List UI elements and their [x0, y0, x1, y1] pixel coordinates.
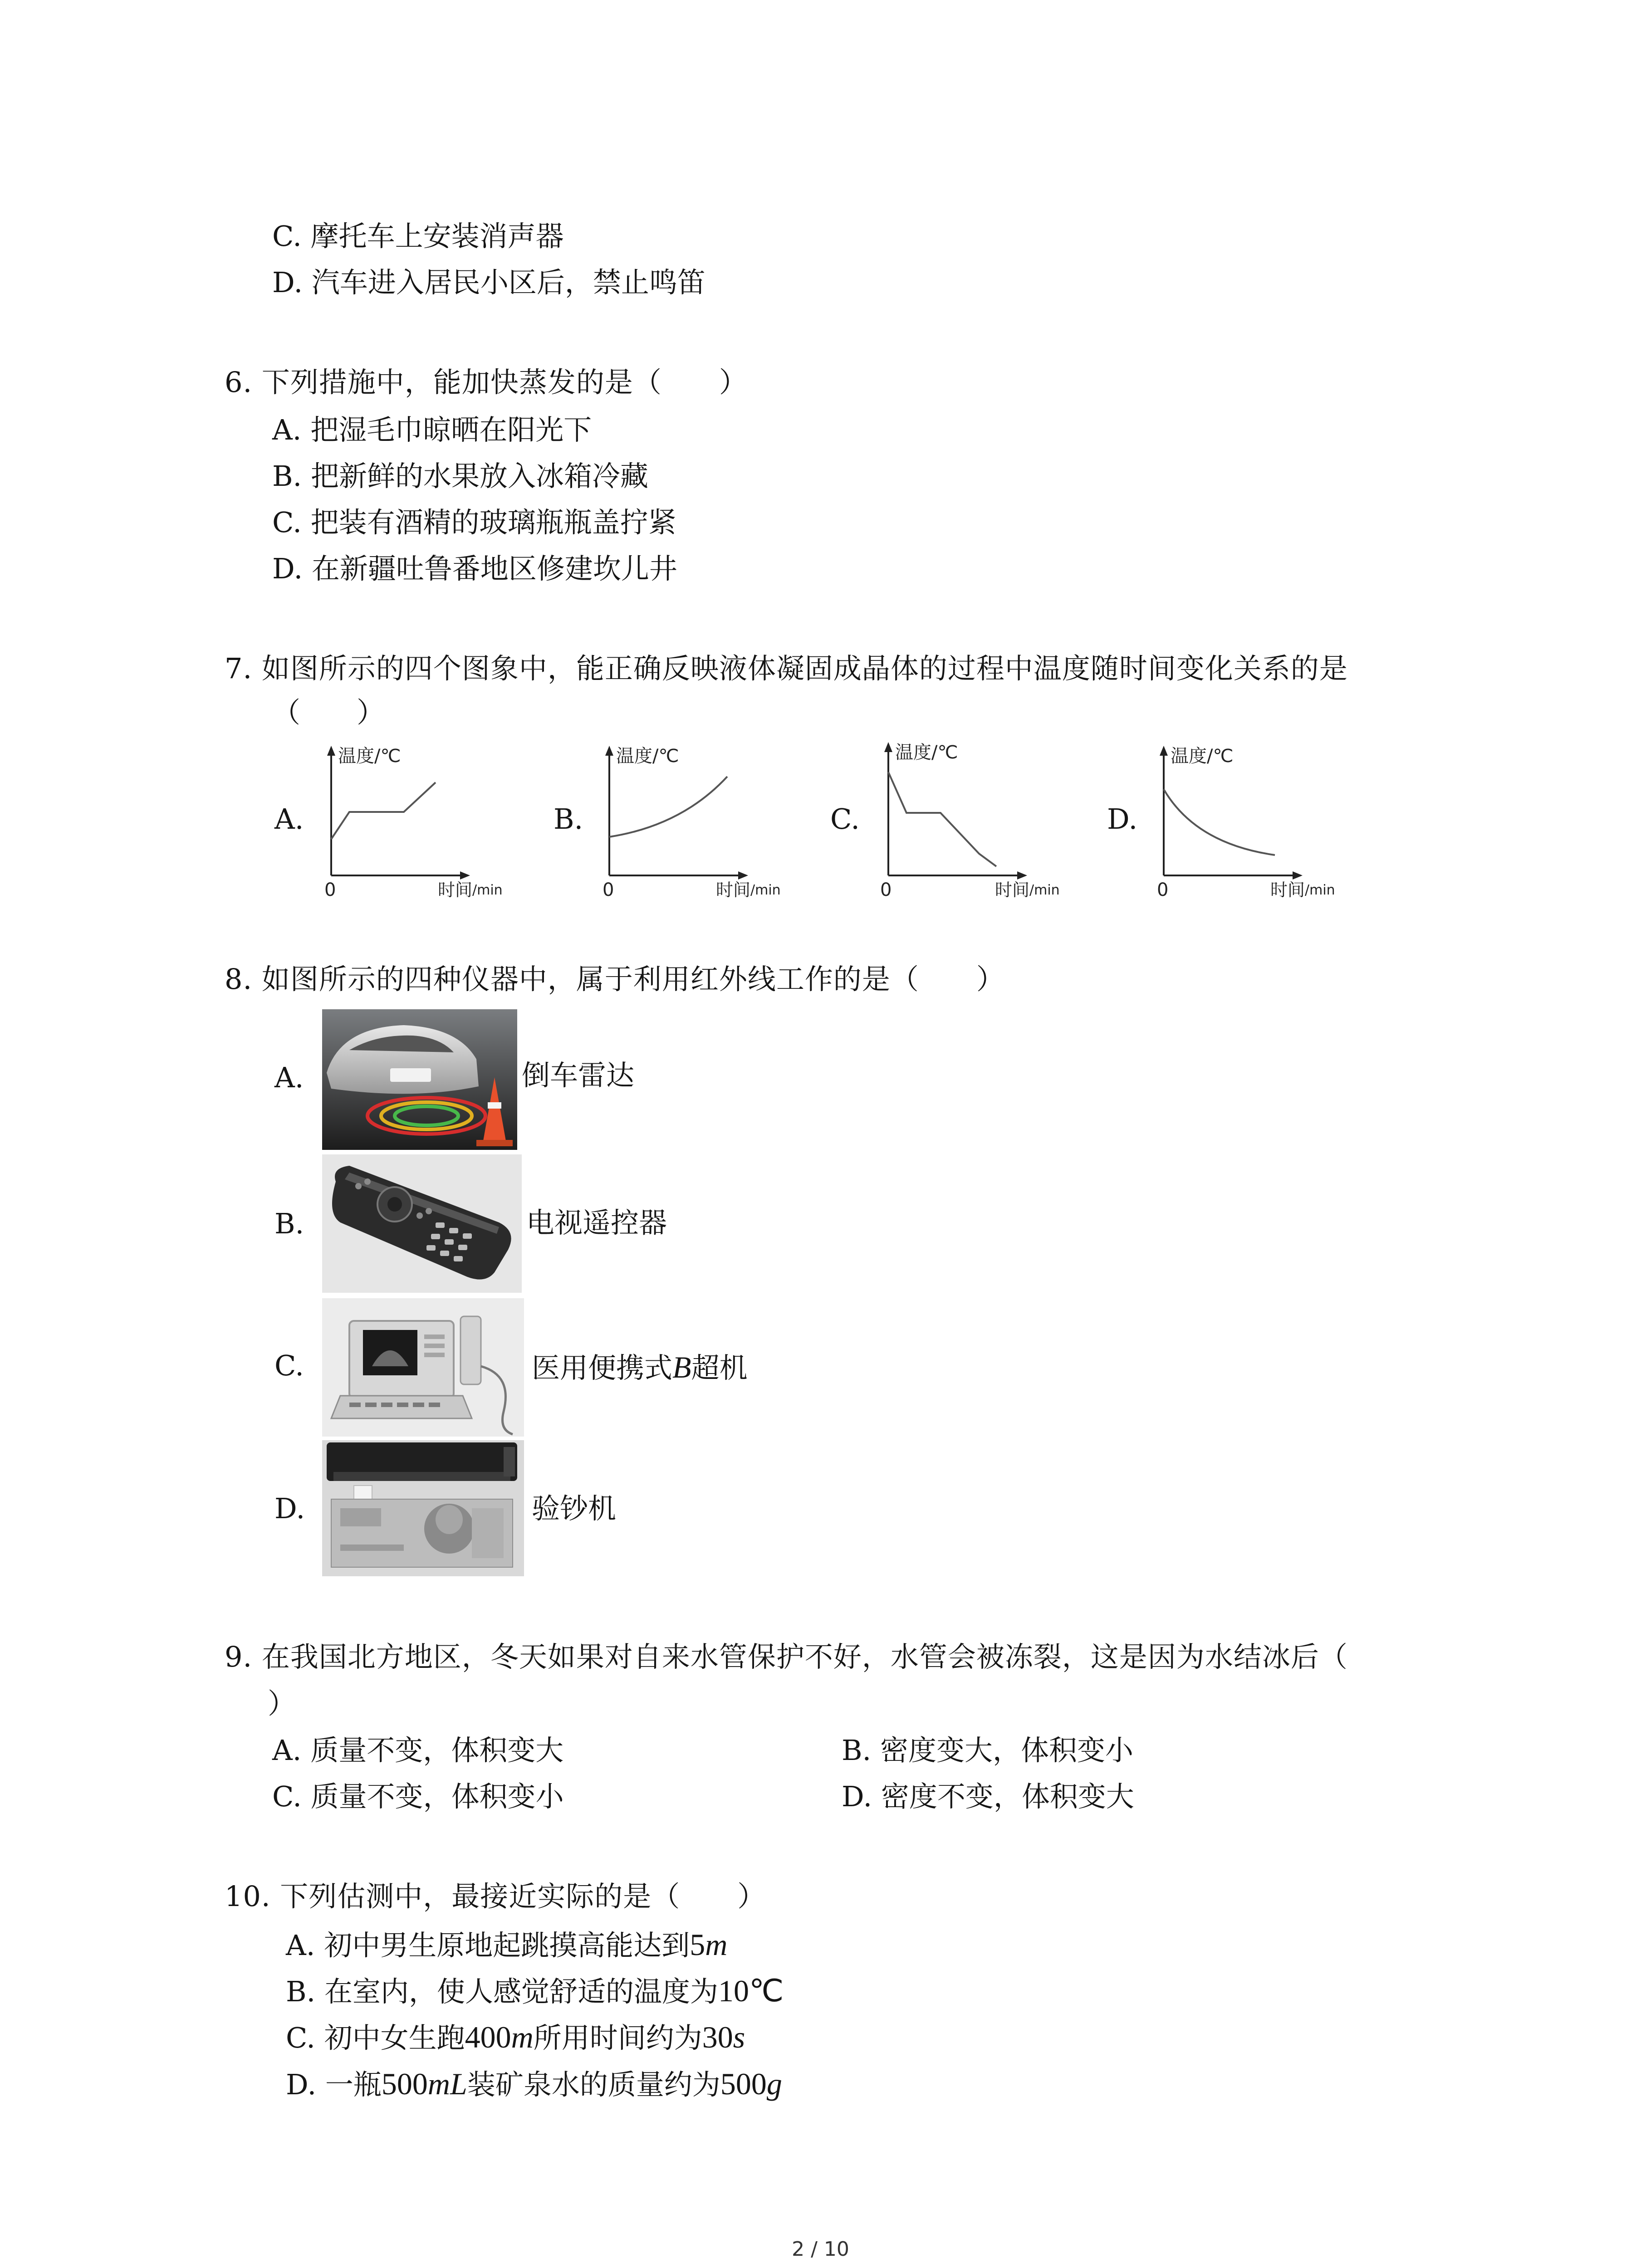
q7-graph-b-xunit: /min: [750, 882, 781, 898]
q7-graph-a-ylabel: 温度/℃: [338, 746, 401, 767]
q7-graph-a-xunit: /min: [472, 882, 503, 898]
q6-option-c: C. 把装有酒精的玻璃瓶瓶盖拧紧: [272, 506, 676, 539]
q7-graph-c-xunit: /min: [1029, 882, 1060, 898]
page-number: 2 / 10: [792, 2238, 849, 2261]
q8-option-a-label: 倒车雷达: [522, 1059, 635, 1092]
q8-option-c-label: [532, 1352, 748, 1383]
q7-paren: （ ）: [272, 696, 385, 729]
q7-graph-d-origin: 0: [1157, 880, 1169, 900]
q10-option-d-num2: 500: [720, 2067, 767, 2101]
q9-option-b: B. 密度变大，体积变小: [842, 1734, 1133, 1767]
tv-remote-image: [322, 1154, 522, 1293]
car-parking-radar-image: [322, 1009, 517, 1150]
q8-option-d-letter: D.: [274, 1492, 305, 1525]
q9-stem-tail: ）: [268, 1687, 296, 1720]
q7-graph-b-letter: B.: [554, 802, 583, 836]
q10-option-c-text: C. 初中女生跑: [286, 2021, 465, 2054]
q10-option-b: [286, 1975, 784, 2006]
q10-option-c-unit2: s: [733, 2020, 745, 2054]
q7-graph-c: [870, 740, 1088, 899]
q7-graph-b-ylabel: 温度/℃: [616, 746, 679, 767]
q10-option-d-num: 500: [381, 2067, 428, 2101]
q10-option-b-text: B. 在室内，使人感觉舒适的温度为: [286, 1975, 718, 2008]
q7-graph-b-xlabel: 时间: [716, 880, 751, 900]
q7-graph-d-xlabel: 时间: [1270, 880, 1305, 900]
q8-option-b-label: 电视遥控器: [526, 1206, 667, 1239]
q10-option-c-unit: m: [511, 2020, 534, 2054]
q10-option-c: [286, 2022, 745, 2053]
q10-option-c-mid: 所用时间约为: [533, 2021, 702, 2054]
q7-graph-a-letter: A.: [274, 802, 304, 836]
q6-stem: 6. 下列措施中，能加快蒸发的是（ ）: [225, 366, 748, 399]
q7-graph-d-ylabel: 温度/℃: [1171, 746, 1234, 767]
q8-option-a-letter: A.: [274, 1061, 304, 1094]
q10-option-d-mid: 装矿泉水的质量约为: [467, 2068, 720, 2101]
portable-ultrasound-image: [322, 1298, 524, 1437]
q8-option-c-letter: C.: [274, 1349, 304, 1382]
q10-option-c-num: 400: [465, 2020, 511, 2054]
banknote-detector-image: [322, 1440, 524, 1576]
q8-stem: 8. 如图所示的四种仪器中，属于利用红外线工作的是（ ）: [225, 963, 1005, 996]
q10-option-b-num: 10℃: [718, 1974, 784, 2008]
q10-option-a-num: 5: [690, 1927, 705, 1962]
q10-option-a: [286, 1929, 727, 1960]
q8-option-c-label-pre: 医用便携式: [532, 1351, 673, 1384]
q10-option-a-text: A. 初中男生原地起跳摸高能达到: [286, 1929, 690, 1962]
q6-option-a: A. 把湿毛巾晾晒在阳光下: [272, 413, 592, 446]
q9-option-d: D. 密度不变，体积变大: [842, 1780, 1134, 1813]
q10-option-d-unit2: g: [766, 2067, 782, 2101]
q7-graph-a: [313, 744, 531, 898]
q7-graph-c-xlabel: 时间: [995, 880, 1030, 900]
q9-option-c: C. 质量不变，体积变小: [272, 1780, 564, 1813]
q10-option-d-unit: mL: [427, 2067, 467, 2101]
q7-graph-c-ylabel: 温度/℃: [895, 742, 958, 763]
q7-graph-d-letter: D.: [1107, 802, 1138, 836]
q6-option-d: D. 在新疆吐鲁番地区修建坎儿井: [272, 552, 677, 585]
q9-stem: 9. 在我国北方地区，冬天如果对自来水管保护不好，水管会被冻裂，这是因为水结冰后（: [225, 1640, 1348, 1673]
q7-graph-b-origin: 0: [603, 880, 614, 900]
q10-option-a-unit: m: [705, 1927, 728, 1962]
q10-option-d-text: D. 一瓶: [286, 2068, 382, 2101]
q7-graph-a-origin: 0: [324, 880, 336, 900]
q7-graph-c-letter: C.: [830, 802, 860, 836]
q5-option-c: C. 摩托车上安装消声器: [272, 220, 564, 253]
q8-option-c-label-var: B: [672, 1350, 691, 1384]
q6-option-b: B. 把新鲜的水果放入冰箱冷藏: [272, 459, 648, 493]
q7-graph-b: [591, 744, 809, 898]
q8-option-d-label: 验钞机: [532, 1492, 617, 1525]
q7-graph-d-xunit: /min: [1305, 882, 1335, 898]
q8-option-b-letter: B.: [274, 1207, 304, 1240]
q9-option-a: A. 质量不变，体积变大: [272, 1734, 564, 1767]
q10-option-d: [286, 2068, 782, 2099]
q7-graph-c-origin: 0: [880, 880, 892, 900]
q7-graph-d: [1146, 744, 1363, 898]
q8-option-c-label-post: 超机: [691, 1351, 748, 1384]
q10-option-c-num2: 30: [702, 2020, 733, 2054]
q7-graph-a-xlabel: 时间: [438, 880, 473, 900]
q10-stem: 10. 下列估测中，最接近实际的是（ ）: [225, 1880, 766, 1913]
q5-option-d: D. 汽车进入居民小区后，禁止鸣笛: [272, 266, 705, 299]
q7-stem: 7. 如图所示的四个图象中，能正确反映液体凝固成晶体的过程中温度随时间变化关系的是: [225, 652, 1348, 685]
